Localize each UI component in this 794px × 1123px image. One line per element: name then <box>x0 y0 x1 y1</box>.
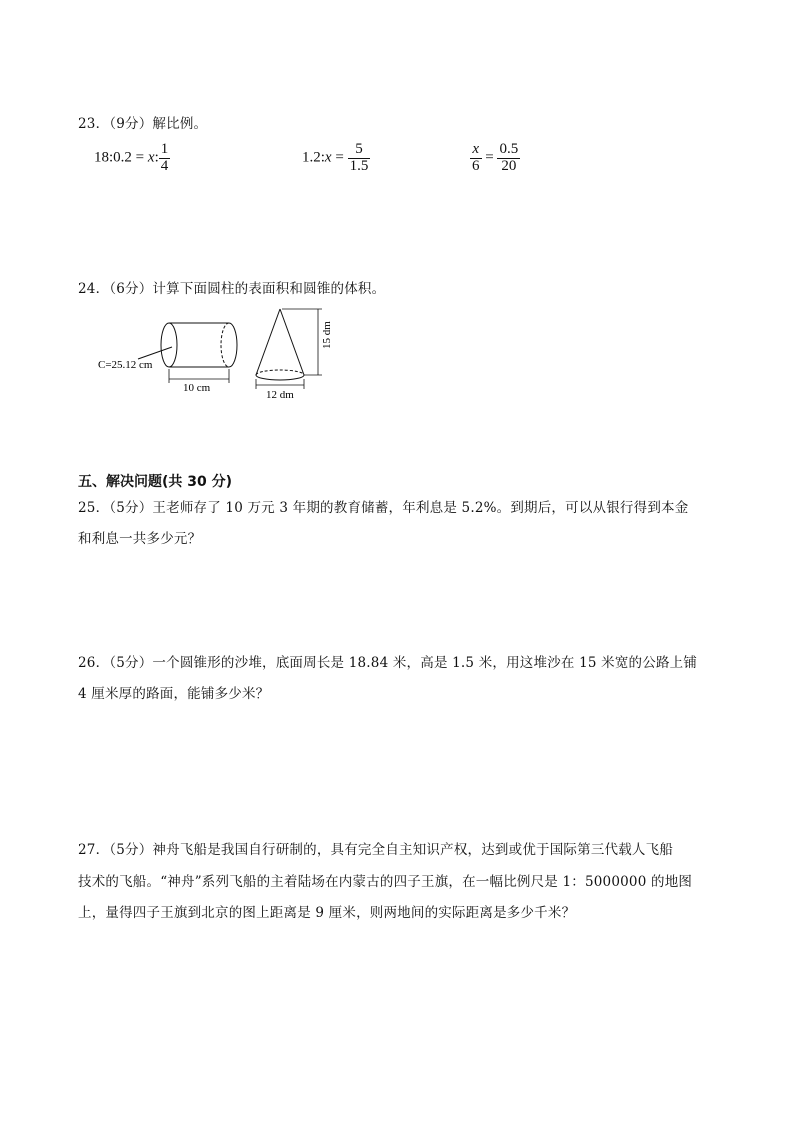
eq3-equals: = <box>481 149 498 166</box>
eq1-numerator: 1 <box>160 141 169 157</box>
cylinder-shape <box>161 323 237 367</box>
eq3-right-numerator: 0.5 <box>499 141 519 157</box>
eq3-left-fraction <box>470 142 482 175</box>
q26-line-1: 26．（5分）一个圆锥形的沙堆，底面周长是 18.84 米，高是 1.5 米，用这堆沙在 15 米宽的公路上铺 <box>78 655 698 671</box>
q23-heading: 23．（9分）解比例。 <box>78 116 208 132</box>
eq1-left: 18:0.2 = <box>94 149 148 166</box>
equation-1 <box>94 142 170 175</box>
q26-line-2: 4 厘米厚的路面，能铺多少米？ <box>78 686 270 702</box>
eq3-left-numerator: x <box>470 142 482 159</box>
eq1-fraction <box>159 142 171 175</box>
section-five-heading: 五、解决问题(共 30 分) <box>78 474 233 490</box>
eq3-right-fraction <box>497 142 520 175</box>
geometry-figure <box>90 305 350 405</box>
eq2-numerator: 5 <box>348 142 371 159</box>
cone-height-label: 15 dm <box>321 321 333 349</box>
eq1-variable: x <box>147 149 155 166</box>
eq1-separator: : <box>154 149 159 166</box>
circumference-label: C=25.12 cm <box>98 359 153 371</box>
eq2-equals: = <box>331 149 348 166</box>
equation-3 <box>470 142 520 175</box>
eq3-left-denominator: 6 <box>472 157 480 174</box>
equation-2 <box>302 142 370 175</box>
eq2-variable: x <box>324 149 332 166</box>
q24-heading: 24．（6分）计算下面圆柱的表面积和圆锥的体积。 <box>78 281 386 297</box>
eq1-denominator: 4 <box>160 157 169 174</box>
q27-line-2: 技术的飞船。“神舟”系列飞船的主着陆场在内蒙古的四子王旗，在一幅比例尺是 1：5000000 的地图 <box>78 874 693 890</box>
eq2-fraction <box>348 142 371 175</box>
q25-line-1: 25．（5分）王老师存了 10 万元 3 年期的教育储蓄，年利息是 5.2%。到期后，可以从银行得到本金 <box>78 500 689 516</box>
cone-base-label: 12 dm <box>266 389 294 401</box>
q27-line-1: 27．（5分）神舟飞船是我国自行研制的，具有完全自主知识产权，达到或优于国际第三代载人飞船 <box>78 842 674 858</box>
eq2-left: 1.2: <box>302 149 325 166</box>
eq2-denominator: 1.5 <box>349 157 369 174</box>
cone-shape <box>256 309 304 380</box>
eq3-right-denominator: 20 <box>501 157 517 174</box>
c-label-leader <box>138 347 172 359</box>
cylinder-length-label: 10 cm <box>183 382 211 394</box>
q25-line-2: 和利息一共多少元？ <box>78 531 202 547</box>
q27-line-3: 上，量得四子王旗到北京的图上距离是 9 厘米，则两地间的实际距离是多少千米？ <box>78 905 576 921</box>
